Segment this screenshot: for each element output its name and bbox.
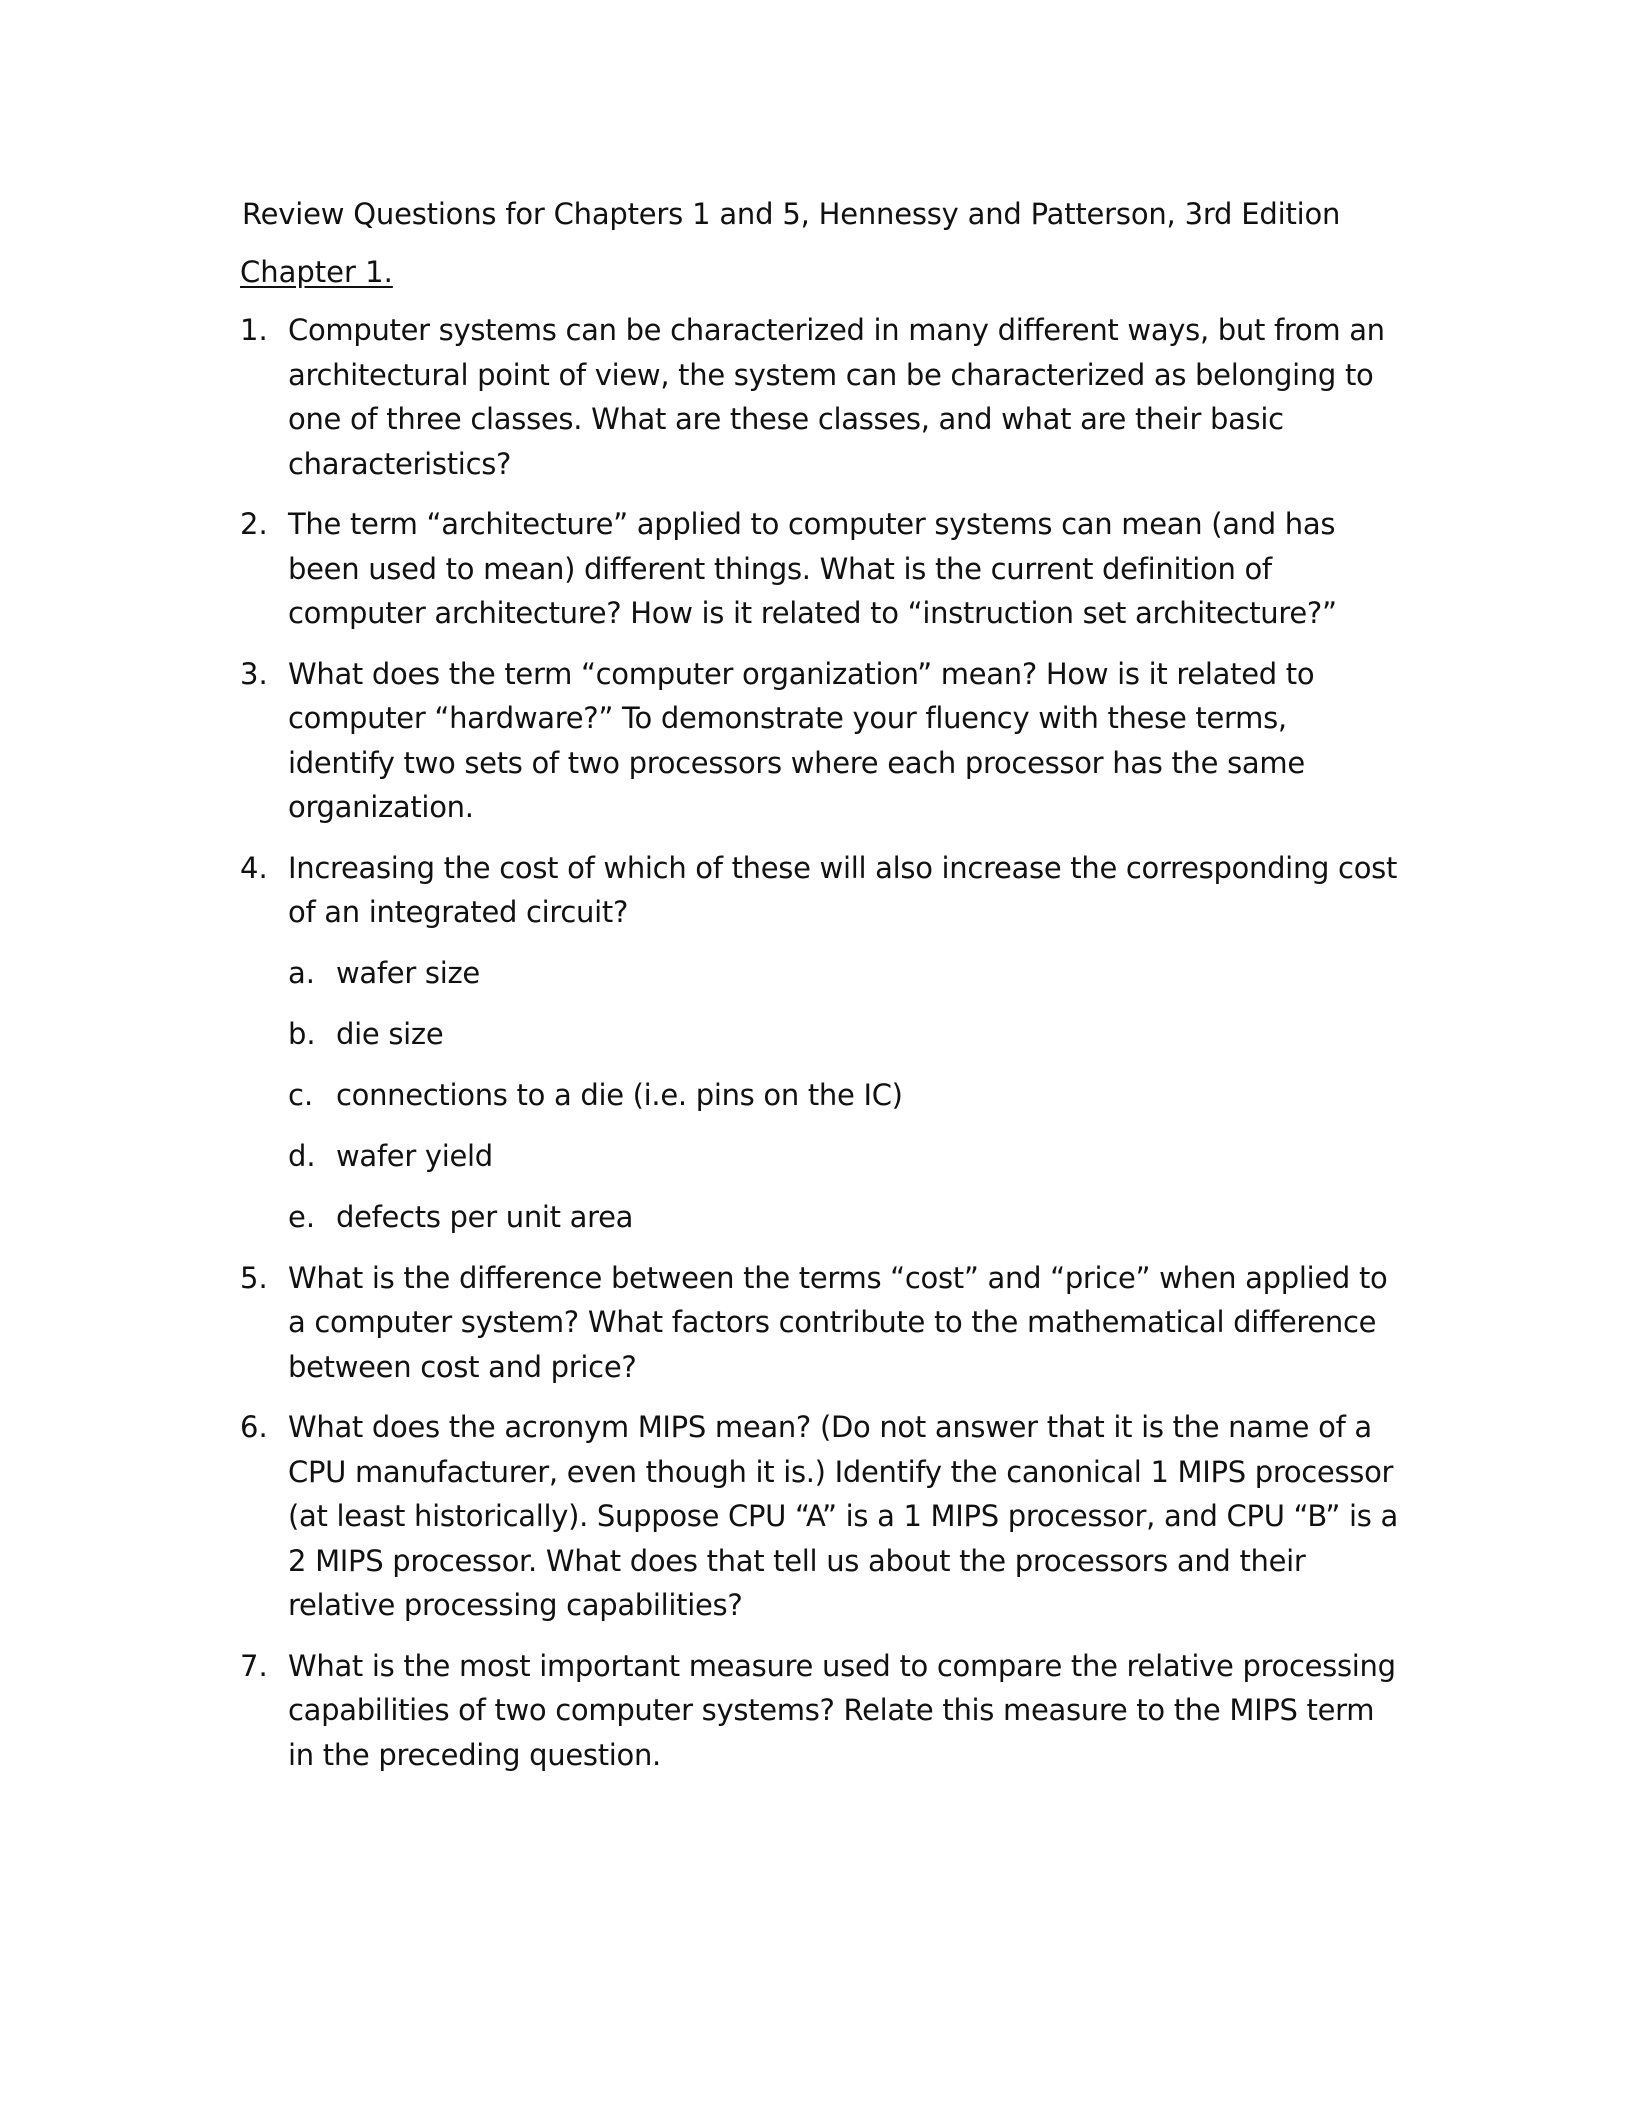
question-text: What does the term “computer organization” mean? How is it related to computer “hardware?” To demonstrate your fluency with these terms, identify two sets of two processors where each processor has the same organization. xyxy=(288,656,1315,824)
option-c xyxy=(288,1073,1400,1118)
question-4 xyxy=(240,846,1400,1240)
chapter-heading: Chapter 1. xyxy=(240,255,393,289)
question-number: 3. xyxy=(240,656,268,691)
question-number: 4. xyxy=(240,850,268,885)
question-text: Increasing the cost of which of these will also increase the corresponding cost of an integrated circuit? xyxy=(288,850,1398,929)
question-list xyxy=(240,308,1400,1777)
answer-options xyxy=(288,951,1400,1240)
option-text: wafer size xyxy=(336,955,480,990)
page-content xyxy=(240,192,1400,1793)
question-text: What is the most important measure used to compare the relative processing capabilities of two computer systems? Relate this measure to the MIPS term in the preceding question. xyxy=(288,1648,1396,1772)
question-text: What does the acronym MIPS mean? (Do not answer that it is the name of a CPU manufacturer, even though it is.) Identify the canonical 1 MIPS processor (at least historically). Suppose CPU “A” is a 1 MIPS processor, and CPU “B” is a 2 MIPS processor. What does that tell us about the processors and their relative processing capabilities? xyxy=(288,1410,1398,1622)
option-letter: d. xyxy=(288,1138,316,1173)
option-text: wafer yield xyxy=(336,1138,493,1173)
question-6 xyxy=(240,1405,1400,1628)
option-text: die size xyxy=(336,1016,444,1051)
option-letter: b. xyxy=(288,1016,316,1051)
question-1 xyxy=(240,308,1400,486)
question-7 xyxy=(240,1644,1400,1778)
option-letter: c. xyxy=(288,1077,314,1112)
option-letter: e. xyxy=(288,1199,316,1234)
option-text: connections to a die (i.e. pins on the IC) xyxy=(336,1077,903,1112)
question-5 xyxy=(240,1256,1400,1390)
question-number: 7. xyxy=(240,1648,268,1683)
question-text: What is the difference between the terms “cost” and “price” when applied to a computer system? What factors contribute to the mathematical difference between cost and price? xyxy=(288,1260,1388,1384)
option-letter: a. xyxy=(288,955,315,990)
option-text: defects per unit area xyxy=(336,1199,634,1234)
question-2 xyxy=(240,502,1400,636)
question-number: 5. xyxy=(240,1260,268,1295)
option-b xyxy=(288,1012,1400,1057)
question-text: Computer systems can be characterized in many different ways, but from an architectural point of view, the system can be characterized as belonging to one of three classes. What are these classes, and what are their basic characteristics? xyxy=(288,313,1385,481)
option-a xyxy=(288,951,1400,996)
question-number: 1. xyxy=(240,313,268,347)
question-text: The term “architecture” applied to computer systems can mean (and has been used to mean) different things. What is the current definition of computer architecture? How is it related to “instruction set architecture?” xyxy=(288,507,1337,630)
option-d xyxy=(288,1134,1400,1179)
question-number: 6. xyxy=(240,1410,268,1444)
question-number: 2. xyxy=(240,507,268,541)
option-e xyxy=(288,1195,1400,1240)
document-title: Review Questions for Chapters 1 and 5, Hennessy and Patterson, 3rd Edition xyxy=(242,197,1341,231)
question-3 xyxy=(240,652,1400,830)
